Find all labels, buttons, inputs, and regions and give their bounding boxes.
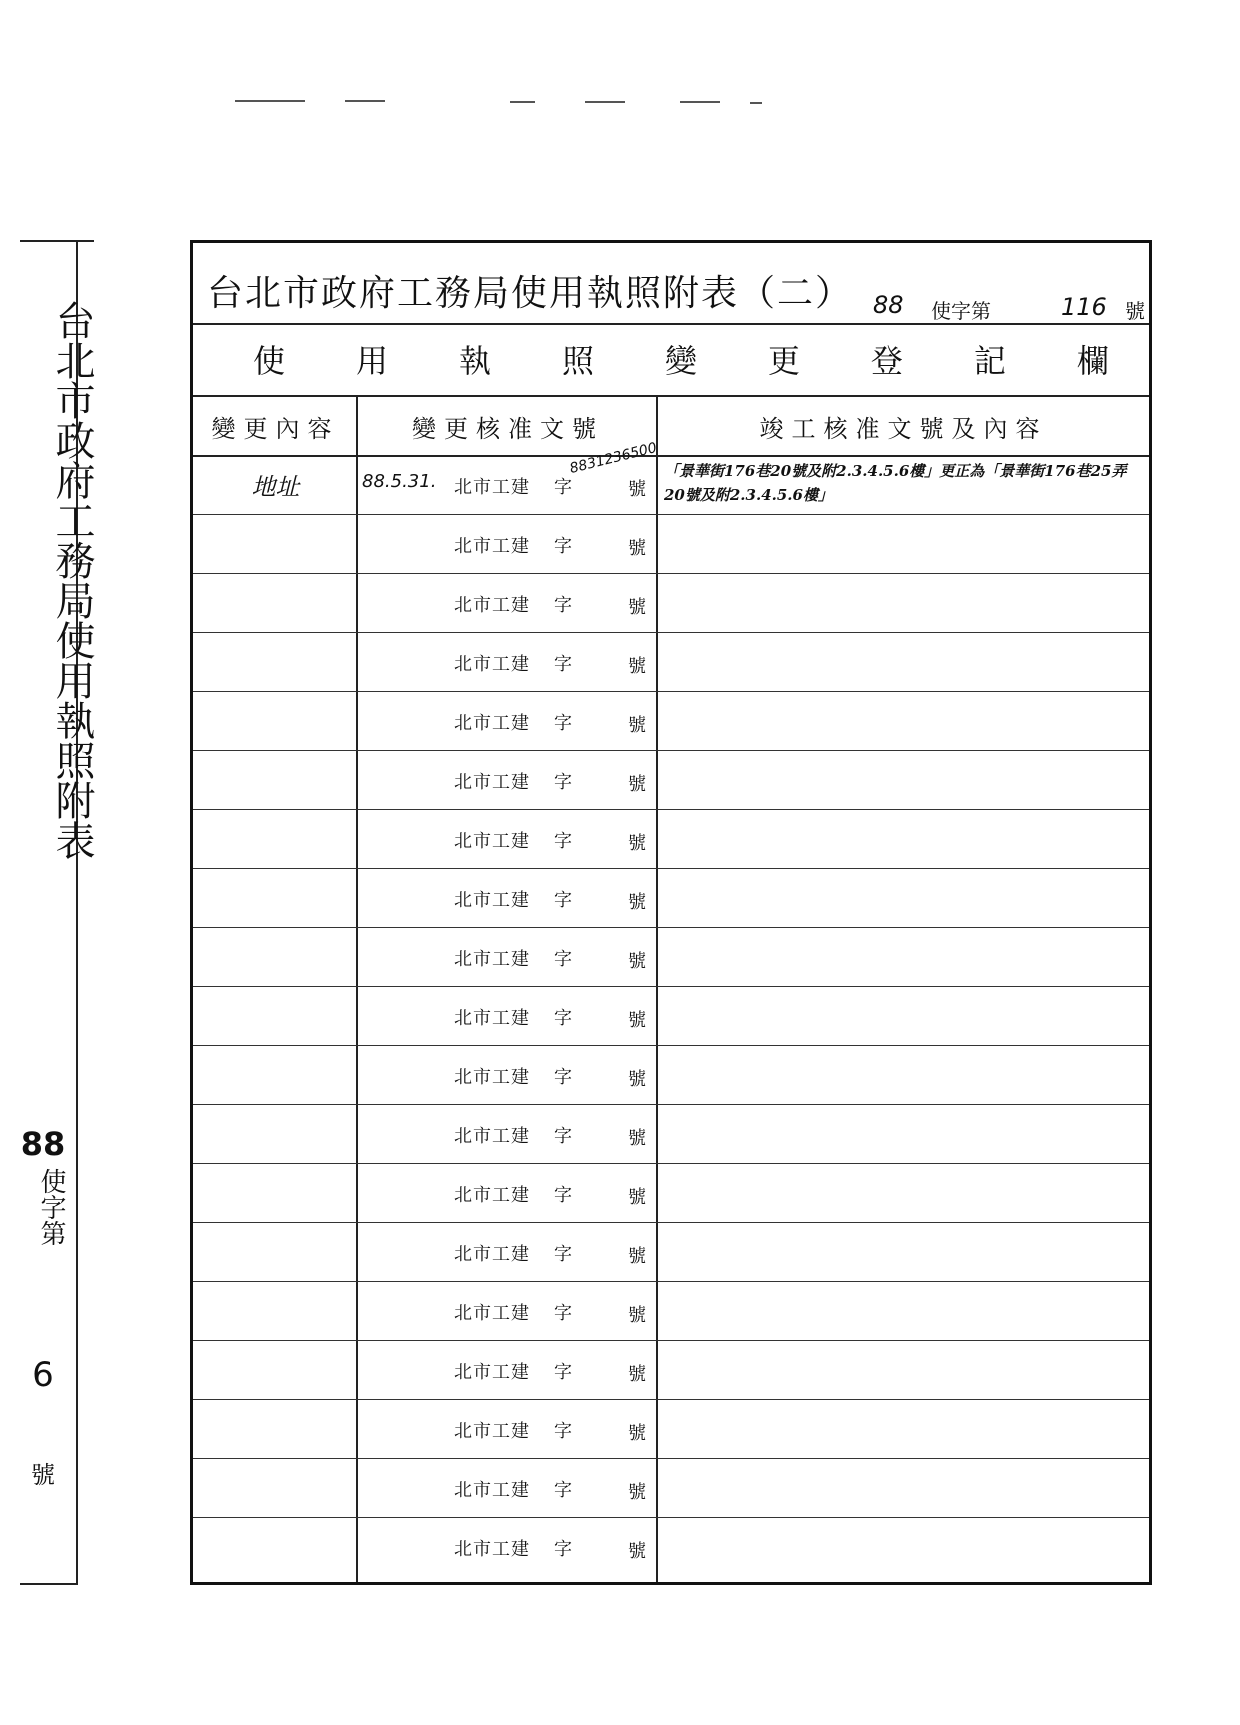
header-suffix: 號 <box>1125 299 1145 323</box>
approval-hao: 號 <box>628 656 646 677</box>
approval-hao: 號 <box>628 951 646 972</box>
approval-number-cell <box>358 1045 658 1104</box>
approval-hao: 號 <box>628 833 646 854</box>
approval-hao: 號 <box>628 892 646 913</box>
table-row <box>193 439 1149 515</box>
table-row <box>193 691 1149 751</box>
approval-zi: 字 <box>554 1421 572 1442</box>
completion-content-cell <box>658 691 1149 750</box>
approval-hao: 號 <box>628 1482 646 1503</box>
approval-zi: 字 <box>554 890 572 911</box>
completion-content-cell <box>658 1045 1149 1104</box>
change-item-cell <box>193 868 358 927</box>
approval-number-cell <box>358 809 658 868</box>
approval-number-cell <box>358 1163 658 1222</box>
banner-char: 照 <box>561 342 594 380</box>
side-year: 88 <box>20 1125 66 1163</box>
approval-number-cell <box>358 439 659 514</box>
change-item-cell <box>193 514 358 573</box>
approval-zi: 字 <box>554 595 572 616</box>
table-row <box>193 809 1149 869</box>
scan-mark <box>510 101 535 103</box>
table-row <box>193 1045 1149 1105</box>
side-suffix: 號 <box>31 1461 55 1489</box>
side-title: 台北市政府工務局使用執照附表 <box>49 300 95 860</box>
change-item-cell <box>193 1399 358 1458</box>
approval-zi: 字 <box>554 654 572 675</box>
change-item-cell <box>193 1104 358 1163</box>
change-item-cell <box>193 1517 358 1576</box>
approval-number-cell <box>358 1458 658 1517</box>
change-item-cell <box>193 1045 358 1104</box>
approval-hao: 號 <box>628 1364 646 1385</box>
approval-hao: 號 <box>628 774 646 795</box>
approval-zi: 字 <box>554 1126 572 1147</box>
change-registration-banner <box>193 323 1149 397</box>
completion-content-cell <box>658 1517 1149 1576</box>
banner-char: 變 <box>664 342 697 380</box>
approval-zi: 字 <box>554 1362 572 1383</box>
completion-content-cell <box>658 1399 1149 1458</box>
table-row <box>193 1340 1149 1400</box>
approval-number-cell <box>358 514 658 573</box>
change-item-cell <box>193 1458 358 1517</box>
completion-content-cell <box>658 1340 1149 1399</box>
header-year: 88 <box>873 291 904 319</box>
completion-content-cell <box>658 986 1149 1045</box>
change-rows <box>193 439 1149 1582</box>
approval-hao: 號 <box>628 1423 646 1444</box>
approval-office: 北市工建 <box>454 949 530 970</box>
approval-hao: 號 <box>628 1187 646 1208</box>
approval-office: 北市工建 <box>454 713 530 734</box>
approval-office: 北市工建 <box>454 1303 530 1324</box>
change-item-cell <box>193 691 358 750</box>
approval-hao: 號 <box>628 538 646 559</box>
form-header <box>193 243 1149 325</box>
approval-hao: 號 <box>628 479 646 500</box>
approval-zi: 字 <box>554 772 572 793</box>
approval-zi: 字 <box>554 1067 572 1088</box>
approval-office: 北市工建 <box>454 1244 530 1265</box>
table-row <box>193 632 1149 692</box>
change-item-cell <box>193 632 358 691</box>
change-item-cell <box>193 986 358 1045</box>
approval-hao: 號 <box>628 715 646 736</box>
approval-number-cell <box>358 750 658 809</box>
completion-content-cell <box>658 868 1149 927</box>
approval-zi: 字 <box>554 1244 572 1265</box>
scan-mark <box>750 102 762 104</box>
table-row <box>193 514 1149 574</box>
strip-top-line <box>20 240 94 242</box>
approval-number-cell <box>358 1399 658 1458</box>
approval-office: 北市工建 <box>454 1126 530 1147</box>
completion-content-cell <box>658 1281 1149 1340</box>
approval-office: 北市工建 <box>454 890 530 911</box>
table-row <box>193 1163 1149 1223</box>
approval-office: 北市工建 <box>454 772 530 793</box>
scan-mark <box>680 101 720 103</box>
completion-content-cell <box>658 573 1149 632</box>
approval-hao: 號 <box>628 1010 646 1031</box>
approval-number-cell <box>358 927 658 986</box>
license-attachment-form <box>190 240 1152 1585</box>
scan-mark <box>585 101 625 103</box>
table-row <box>193 1399 1149 1459</box>
approval-zi: 字 <box>554 1480 572 1501</box>
banner-char: 用 <box>355 342 388 380</box>
change-item-cell <box>193 750 358 809</box>
completion-content-cell <box>658 1104 1149 1163</box>
approval-hao: 號 <box>628 1541 646 1562</box>
approval-zi: 字 <box>554 1539 572 1560</box>
change-item-cell <box>193 809 358 868</box>
table-row <box>193 1458 1149 1518</box>
approval-office: 北市工建 <box>454 1185 530 1206</box>
approval-hao: 號 <box>628 597 646 618</box>
approval-number-cell <box>358 1222 658 1281</box>
completion-content-cell <box>658 632 1149 691</box>
change-item-cell <box>193 1222 358 1281</box>
change-item-cell <box>193 573 358 632</box>
table-row <box>193 573 1149 633</box>
header-sequence: 116 <box>1061 293 1107 321</box>
approval-number-cell <box>358 573 658 632</box>
approval-office: 北市工建 <box>454 654 530 675</box>
approval-office: 北市工建 <box>454 1480 530 1501</box>
table-row <box>193 1104 1149 1164</box>
approval-hao: 號 <box>628 1305 646 1326</box>
approval-number-cell <box>358 632 658 691</box>
approval-zi: 字 <box>554 713 572 734</box>
approval-number-cell <box>358 868 658 927</box>
approval-office: 北市工建 <box>454 831 530 852</box>
approval-office: 北市工建 <box>454 477 530 498</box>
column-header-completion: 竣工核准文號及內容 <box>759 414 1048 443</box>
banner-char: 欄 <box>1076 342 1109 380</box>
table-row <box>193 1222 1149 1282</box>
approval-number-cell <box>358 691 658 750</box>
approval-office: 北市工建 <box>454 1008 530 1029</box>
change-item-cell <box>193 927 358 986</box>
approval-office: 北市工建 <box>454 1362 530 1383</box>
banner-char: 執 <box>458 342 491 380</box>
column-header-item: 變更內容 <box>211 414 340 443</box>
approval-office: 北市工建 <box>454 1539 530 1560</box>
approval-office: 北市工建 <box>454 1421 530 1442</box>
approval-date: 88.5.31. <box>362 471 437 492</box>
completion-content-cell <box>658 1458 1149 1517</box>
approval-hao: 號 <box>628 1128 646 1149</box>
change-item-cell <box>193 1163 358 1222</box>
completion-content-cell <box>658 750 1149 809</box>
scan-mark <box>345 100 385 102</box>
table-row <box>193 750 1149 810</box>
approval-zi: 字 <box>554 1008 572 1029</box>
side-label: 使字第 <box>36 1168 66 1246</box>
banner-char: 記 <box>973 342 1006 380</box>
banner-char: 使 <box>253 342 286 380</box>
table-row <box>193 1281 1149 1341</box>
completion-content-cell <box>658 514 1149 573</box>
completion-content-cell <box>658 927 1149 986</box>
header-word: 使字第 <box>931 299 991 323</box>
approval-zi: 字 <box>554 1303 572 1324</box>
approval-number-cell <box>358 1104 658 1163</box>
table-row <box>193 868 1149 928</box>
scan-mark <box>235 100 305 102</box>
approval-zi: 字 <box>554 831 572 852</box>
form-title: 台北市政府工務局使用執照附表（二） <box>207 273 854 314</box>
approval-number-cell <box>358 1517 658 1576</box>
approval-hao: 號 <box>628 1069 646 1090</box>
approval-number-cell <box>358 986 658 1045</box>
approval-zi: 字 <box>554 477 572 498</box>
completion-content-cell <box>658 1163 1149 1222</box>
approval-number-cell <box>358 1340 658 1399</box>
change-item-cell <box>193 1340 358 1399</box>
table-row <box>193 927 1149 987</box>
banner-char: 登 <box>870 342 903 380</box>
completion-content-cell: 「景華街176巷20號及附2.3.4.5.6樓」更正為「景華街176巷25弄20號及附2.3.4.5.6樓」 <box>664 462 1127 504</box>
approval-zi: 字 <box>554 536 572 557</box>
completion-content-cell <box>658 1222 1149 1281</box>
approval-office: 北市工建 <box>454 1067 530 1088</box>
approval-number-cell <box>358 1281 658 1340</box>
change-item-cell: 地址 <box>251 473 300 501</box>
change-item-cell <box>193 1281 358 1340</box>
strip-bottom-line <box>20 1583 78 1585</box>
approval-zi: 字 <box>554 1185 572 1206</box>
approval-zi: 字 <box>554 949 572 970</box>
table-row <box>193 986 1149 1046</box>
approval-office: 北市工建 <box>454 536 530 557</box>
side-sequence: 6 <box>32 1355 54 1395</box>
completion-content-cell <box>658 809 1149 868</box>
approval-office: 北市工建 <box>454 595 530 616</box>
banner-char: 更 <box>767 342 800 380</box>
column-header-approval: 變更核准文號 <box>412 414 604 443</box>
table-row <box>193 1517 1149 1576</box>
approval-doc-number: 8831236500 <box>568 439 659 477</box>
approval-hao: 號 <box>628 1246 646 1267</box>
column-headers <box>193 397 1149 457</box>
